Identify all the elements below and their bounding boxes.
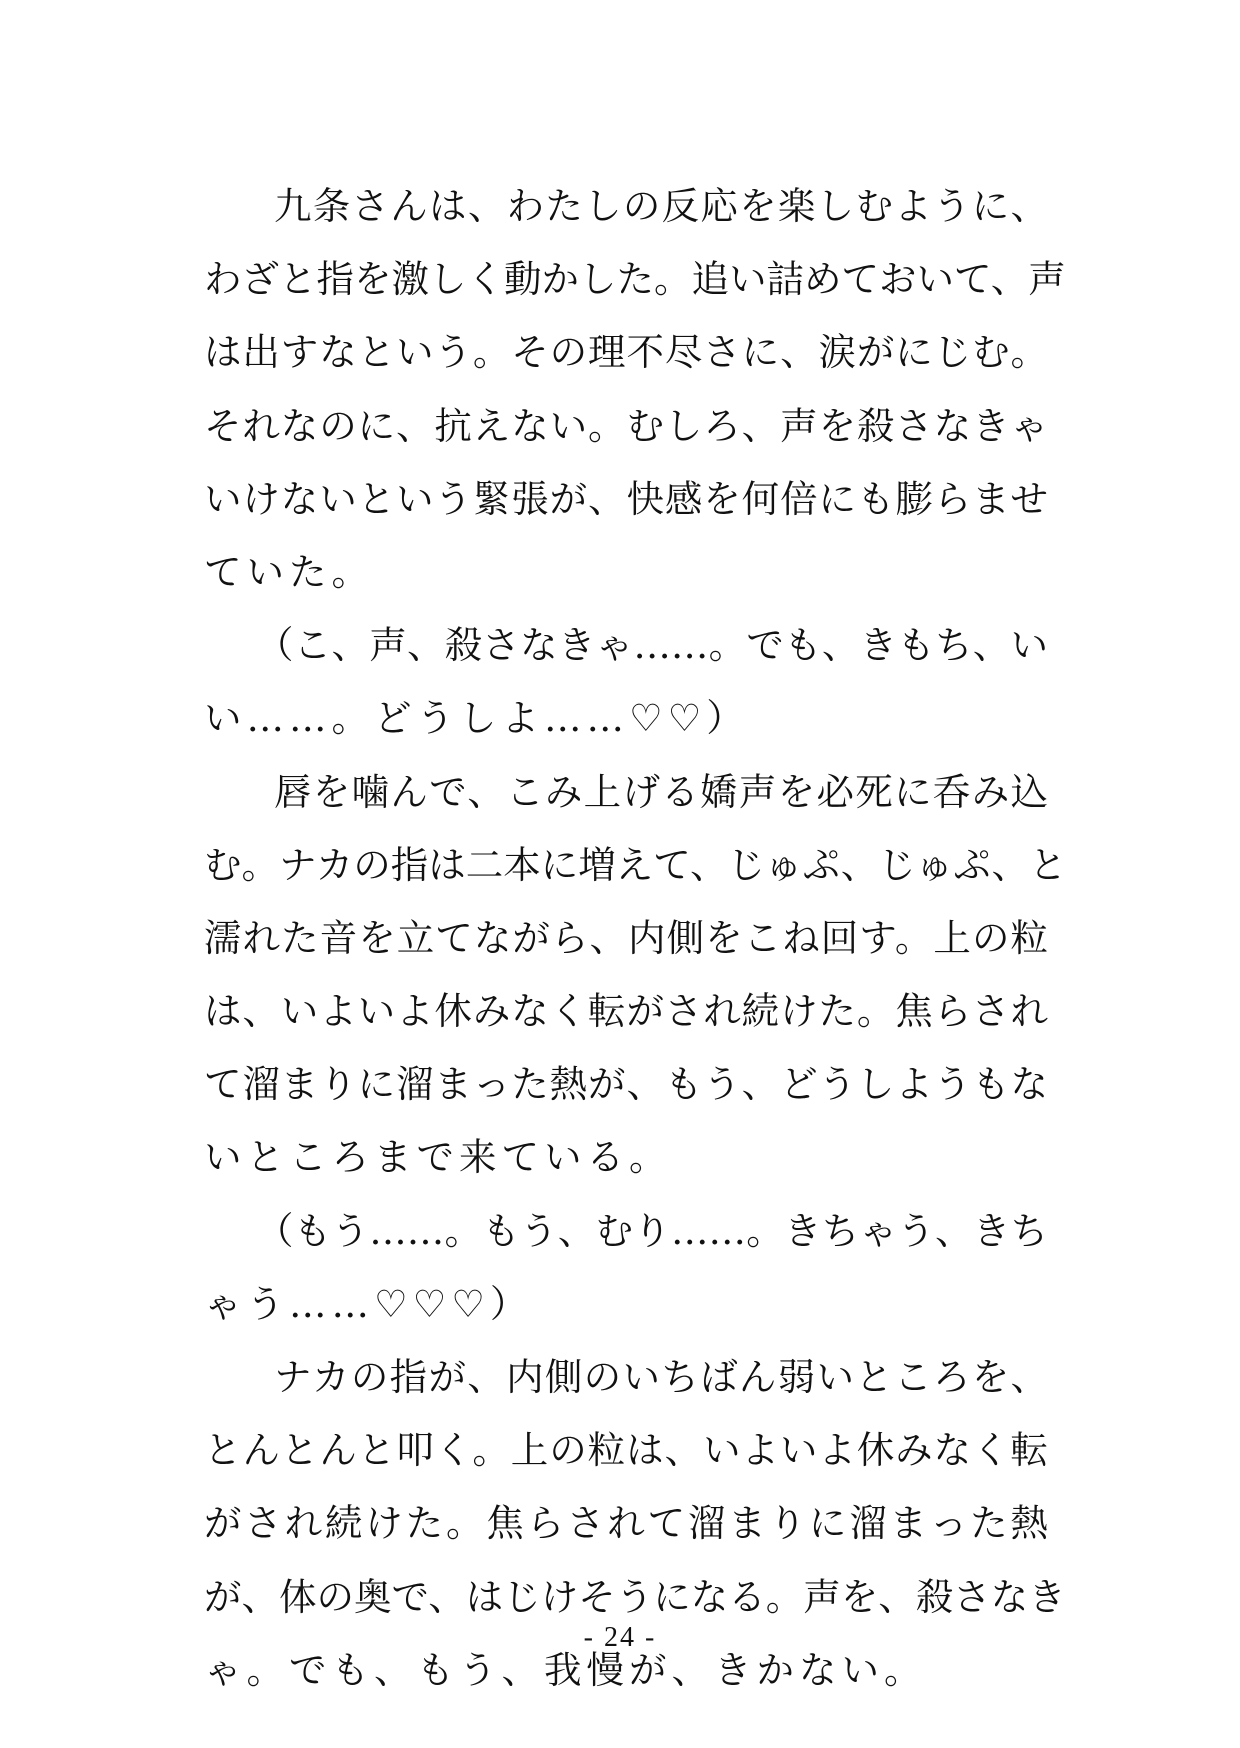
body-text: [204, 170, 1067, 1707]
text-line: わざと指を激しく動かした。追い詰めておいて、声: [204, 257, 1066, 302]
page-number: - 24 -: [583, 1622, 657, 1653]
text-line: ていた。: [204, 549, 374, 594]
text-line: （こ、声、殺さなきゃ……。でも、きもち、い: [256, 623, 1048, 668]
text-line: は、いよいよ休みなく転がされ続けた。焦らされ: [204, 989, 1048, 1034]
text-line: が、体の奥で、はじけそうになる。声を、殺さなき: [204, 1574, 1066, 1619]
text-line: い……。どうしよ……♡♡）: [204, 696, 749, 741]
text-line: 九条さんは、わたしの反応を楽しむように、: [274, 184, 1048, 228]
text-line: ナカの指が、内側のいちばん弱いところを、: [274, 1355, 1048, 1399]
text-line: て溜まりに溜まった熱が、もう、どうしようもな: [204, 1062, 1048, 1107]
text-line: ゃ。でも、もう、我慢が、きかない。: [204, 1647, 927, 1692]
text-line: は出すなという。その理不尽さに、涙がにじむ。: [204, 330, 1048, 375]
text-line: いところまで来ている。: [204, 1135, 672, 1180]
text-line: とんとんと叩く。上の粒は、いよいよ休みなく転: [204, 1428, 1048, 1473]
text-line: 濡れた音を立てながら、内側をこね回す。上の粒: [204, 915, 1048, 960]
text-line: いけないという緊張が、快感を何倍にも膨らませ: [204, 476, 1048, 521]
text-line: それなのに、抗えない。むしろ、声を殺さなきゃ: [204, 403, 1048, 448]
text-line: 唇を噛んで、こみ上げる嬌声を必死に呑み込: [274, 769, 1048, 814]
text-line: がされ続けた。焦らされて溜まりに溜まった熱: [204, 1501, 1048, 1546]
text-line: （もう……。もう、むり……。きちゃう、きち: [256, 1208, 1048, 1253]
text-line: む。ナカの指は二本に増えて、じゅぷ、じゅぷ、と: [204, 842, 1067, 887]
text-line: ゃう……♡♡♡）: [204, 1281, 533, 1326]
